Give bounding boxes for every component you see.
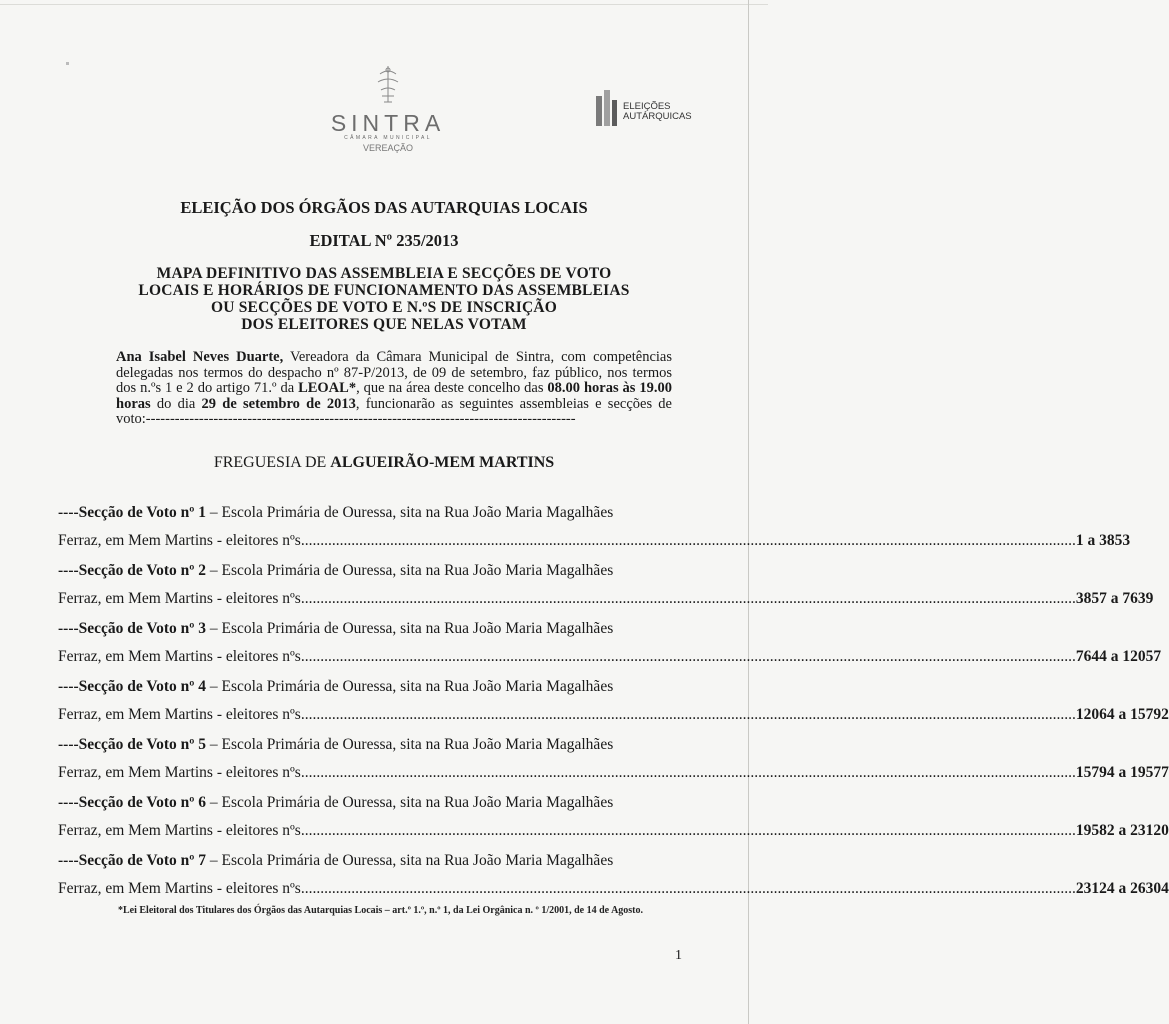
voter-range: 15794 a 19577 <box>1075 764 1169 781</box>
section-place: Ferraz, em Mem Martins - eleitores nºs <box>58 822 301 839</box>
document-title: ELEIÇÃO DOS ÓRGÃOS DAS AUTARQUIAS LOCAIS <box>180 198 588 217</box>
section-voters <box>58 700 1169 730</box>
subtitle-line-1: MAPA DEFINITIVO DAS ASSEMBLEIA E SECÇÕES DE VOTO <box>156 265 612 282</box>
voting-section-6 <box>58 790 1169 846</box>
intro-text-1: Vereadora da Câmara Municipal de Sintra, com competências delegadas nos termos do despacho nº 87-P/2013, de 09 de setembro, faz público, nos termos dos n.ºs 1 e 2 do artigo 71.º da <box>116 349 672 396</box>
subtitle-line-3: OU SECÇÕES DE VOTO E N.ºS DE INSCRIÇÃO <box>210 299 558 316</box>
section-place: Ferraz, em Mem Martins - eleitores nºs <box>58 880 301 897</box>
section-voters <box>58 526 1131 556</box>
section-heading <box>58 848 702 874</box>
section-label: ----Secção de Voto nº 6 <box>58 794 207 811</box>
voter-range: 7644 a 12057 <box>1075 648 1162 665</box>
voter-range: 3857 a 7639 <box>1075 590 1154 607</box>
page-number: 1 <box>675 948 682 963</box>
intro-text-3: do dia <box>150 395 202 412</box>
section-heading <box>58 616 702 642</box>
section-voters <box>58 642 1162 672</box>
section-voters <box>58 816 1169 846</box>
section-place: Ferraz, em Mem Martins - eleitores nºs <box>58 706 301 723</box>
page-edge-right <box>748 0 749 1024</box>
section-heading <box>58 674 702 700</box>
voting-section-7 <box>58 848 1169 904</box>
voter-range: 19582 a 23120 <box>1075 822 1169 839</box>
section-school: – Escola Primária de Ouressa, sita na Rua João Maria Magalhães <box>206 794 614 811</box>
intro-text-4: , funcionarão as seguintes assembleias e secções de voto:----------------------------------------------------------------------------------------- <box>116 395 672 427</box>
subtitle-line-2: LOCAIS E HORÁRIOS DE FUNCIONAMENTO DAS ASSEMBLEIAS <box>138 282 630 299</box>
voting-section-4 <box>58 674 1169 730</box>
section-voters <box>58 758 1169 788</box>
voter-range: 12064 a 15792 <box>1075 706 1169 723</box>
section-heading <box>58 732 702 758</box>
elections-line2: AUTÁRQUICAS <box>623 111 692 122</box>
freguesia-prefix: FREGUESIA DE <box>213 454 331 471</box>
dot-leader: ........................................................................................................................................................................................................ <box>300 706 1076 723</box>
section-school: – Escola Primária de Ouressa, sita na Rua João Maria Magalhães <box>206 562 614 579</box>
elections-line1: ELEIÇÕES <box>623 101 671 112</box>
dot-leader: ........................................................................................................................................................................................................ <box>300 648 1076 665</box>
section-voters <box>58 874 1169 904</box>
section-heading <box>58 790 702 816</box>
sintra-emblem-icon <box>370 62 406 110</box>
subtitle-line-4: DOS ELEITORES QUE NELAS VOTAM <box>241 316 527 333</box>
section-label: ----Secção de Voto nº 2 <box>58 562 207 579</box>
section-school: – Escola Primária de Ouressa, sita na Rua João Maria Magalhães <box>206 736 614 753</box>
dot-leader: ........................................................................................................................................................................................................ <box>300 764 1076 781</box>
section-school: – Escola Primária de Ouressa, sita na Rua João Maria Magalhães <box>206 620 614 637</box>
section-school: – Escola Primária de Ouressa, sita na Rua João Maria Magalhães <box>206 852 614 869</box>
elections-logo <box>596 88 692 128</box>
voter-range: 1 a 3853 <box>1075 532 1131 549</box>
dot-leader: ........................................................................................................................................................................................................ <box>300 532 1076 549</box>
freguesia-heading <box>0 454 768 472</box>
voting-section-2 <box>58 558 1154 614</box>
edital-number: EDITAL Nº 235/2013 <box>309 231 459 250</box>
section-voters <box>58 584 1154 614</box>
section-label: ----Secção de Voto nº 1 <box>58 504 207 521</box>
law-reference: LEOAL* <box>298 380 357 396</box>
page-edge-top <box>0 4 768 5</box>
intro-paragraph <box>116 350 672 428</box>
dot-leader: ........................................................................................................................................................................................................ <box>300 880 1076 897</box>
intro-text-2: , que na área deste concelho das <box>356 380 548 396</box>
footnote: *Lei Eleitoral dos Titulares dos Órgãos das Autarquias Locais – art.º 1.º, n.º 1, da Lei Orgânica n. º 1/2001, de 14 de Agosto. <box>118 905 644 916</box>
sintra-subtitle: CÂMARA MUNICIPAL <box>344 135 432 141</box>
voting-hours: 08.00 horas às 19.00 horas <box>116 380 672 412</box>
section-place: Ferraz, em Mem Martins - eleitores nºs <box>58 590 301 607</box>
voting-section-3 <box>58 616 1162 672</box>
dot-leader: ........................................................................................................................................................................................................ <box>300 590 1076 607</box>
sintra-logo <box>318 62 458 154</box>
section-label: ----Secção de Voto nº 5 <box>58 736 207 753</box>
section-heading <box>58 500 702 526</box>
section-heading <box>58 558 702 584</box>
official-name: Ana Isabel Neves Duarte, <box>116 349 284 365</box>
election-date: 29 de setembro de 2013 <box>201 395 356 412</box>
freguesia-name: ALGUEIRÃO-MEM MARTINS <box>330 454 555 471</box>
section-place: Ferraz, em Mem Martins - eleitores nºs <box>58 764 301 781</box>
section-school: – Escola Primária de Ouressa, sita na Rua João Maria Magalhães <box>206 504 614 521</box>
section-school: – Escola Primária de Ouressa, sita na Rua João Maria Magalhães <box>206 678 614 695</box>
sintra-wordmark: SINTRA <box>330 110 446 136</box>
section-place: Ferraz, em Mem Martins - eleitores nºs <box>58 532 301 549</box>
section-place: Ferraz, em Mem Martins - eleitores nºs <box>58 648 301 665</box>
elections-mark-icon <box>596 88 618 128</box>
section-label: ----Secção de Voto nº 7 <box>58 852 207 869</box>
sintra-department: VEREAÇÃO <box>362 143 413 153</box>
section-label: ----Secção de Voto nº 3 <box>58 620 207 637</box>
section-label: ----Secção de Voto nº 4 <box>58 678 207 695</box>
scan-speck <box>66 62 69 65</box>
voting-section-5 <box>58 732 1169 788</box>
dot-leader: ........................................................................................................................................................................................................ <box>300 822 1076 839</box>
voter-range: 23124 a 26304 <box>1075 880 1169 897</box>
voting-section-1 <box>58 500 1131 556</box>
